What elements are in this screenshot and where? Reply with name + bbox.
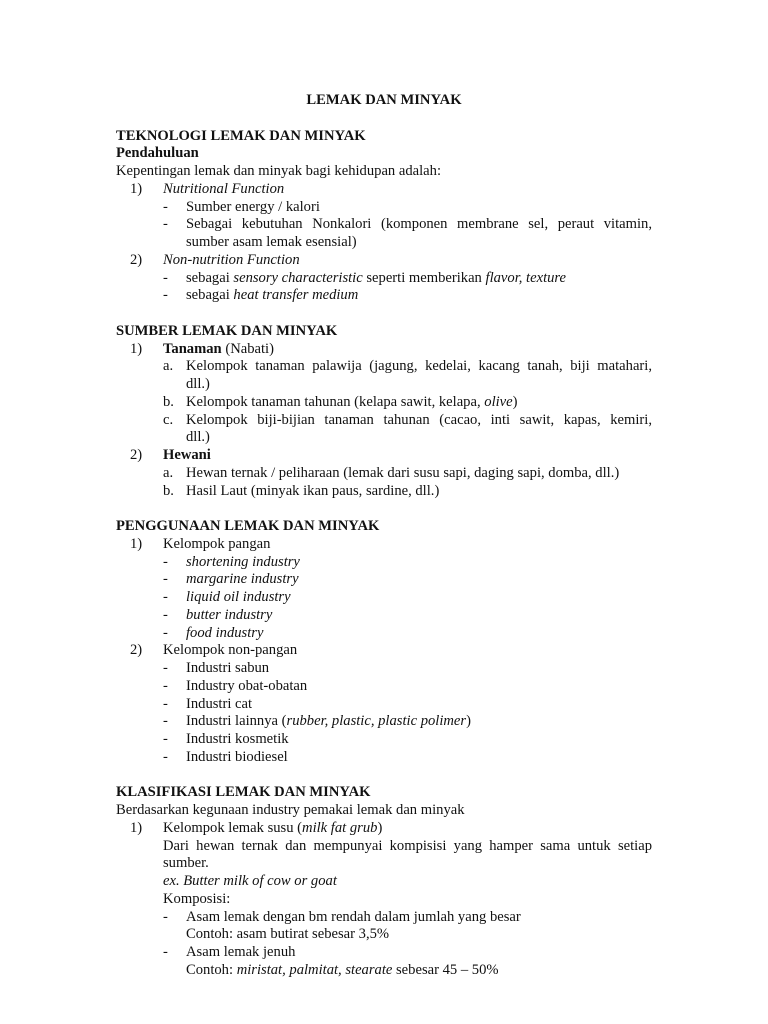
bold-text: Tanaman [163, 340, 222, 357]
italic-text: shortening industry [186, 553, 300, 570]
list-marker: 1) [130, 535, 143, 552]
section-heading [116, 784, 652, 802]
italic-text: ex. Butter milk of cow or goat [163, 873, 337, 889]
line-text [163, 642, 652, 660]
line-text [186, 589, 652, 607]
italic-text: liquid oil industry [186, 589, 291, 605]
numbered-item [116, 447, 652, 465]
list-item [116, 554, 652, 572]
italic-text: miristat, palmitat, stearate [236, 961, 393, 978]
italic-text: butter industry [186, 606, 273, 623]
list-item [116, 270, 652, 288]
line-text [186, 234, 652, 252]
text-run: Contoh: [186, 961, 237, 978]
line-text [186, 199, 652, 217]
line-text [116, 802, 652, 820]
continuation-line [116, 429, 652, 447]
line-text [186, 944, 652, 962]
text-run: Asam lemak jenuh [186, 944, 296, 960]
list-marker: - [163, 269, 168, 286]
line-text [186, 394, 652, 412]
blank-line [116, 305, 652, 323]
list-item [116, 465, 652, 483]
italic-text: rubber, plastic, plastic polimer [286, 713, 467, 730]
line-text [186, 607, 652, 625]
continuation-line [116, 234, 652, 252]
line-text [163, 252, 652, 270]
line-text [163, 820, 652, 838]
text-run: (Nabati) [221, 340, 274, 357]
line-text [186, 287, 652, 305]
text-run: Industri sabun [186, 660, 270, 676]
paragraph-line [116, 163, 652, 181]
text-run: Industry obat-obatan [186, 677, 308, 694]
line-text [186, 678, 652, 696]
list-marker: - [163, 624, 168, 641]
numbered-item [116, 642, 652, 660]
section-heading [116, 145, 652, 163]
list-marker: 2) [130, 642, 143, 659]
text-run: Kepentingan lemak dan minyak bagi kehidupan adalah: [116, 163, 442, 179]
list-marker: - [163, 748, 168, 765]
text-run: KLASIFIKASI LEMAK DAN MINYAK [116, 784, 371, 801]
list-item [116, 713, 652, 731]
text-run: sebesar 45 – 50% [392, 961, 499, 978]
list-marker: b. [163, 482, 174, 499]
continuation-line [116, 873, 652, 891]
line-text [186, 554, 652, 572]
line-text [116, 518, 379, 534]
italic-text: milk fat grub [302, 819, 378, 836]
italic-text: food industry [186, 624, 264, 641]
list-marker: 2) [130, 447, 143, 463]
text-run: ) [377, 819, 383, 836]
numbered-item [116, 536, 652, 554]
text-run: Kelompok non-pangan [163, 642, 298, 659]
text-run: Kelompok lemak susu ( [163, 819, 303, 836]
text-run: sumber. [163, 855, 209, 872]
text-run: sebagai [186, 269, 234, 286]
text-run: Hewan ternak / peliharaan (lemak dari susu sapi, daging sapi, domba, dll.) [186, 464, 620, 481]
list-marker: - [163, 571, 168, 588]
list-marker: - [163, 695, 168, 712]
list-item [116, 216, 652, 234]
section-heading [116, 323, 652, 341]
text-run: Berdasarkan kegunaan industry pemakai lemak dan minyak [116, 802, 465, 818]
line-text [186, 696, 652, 714]
continuation-line [116, 926, 652, 944]
list-marker: - [163, 216, 168, 233]
text-run: Asam lemak dengan bm rendah dalam jumlah yang besar [186, 908, 521, 925]
line-text [186, 713, 652, 731]
text-run: Contoh: asam butirat sebesar 3,5% [186, 926, 390, 943]
list-item [116, 696, 652, 714]
blank-line [116, 110, 652, 128]
text-run: Industri lainnya ( [186, 713, 287, 730]
italic-text: flavor, texture [485, 269, 567, 286]
line-text [186, 465, 652, 483]
line-text [186, 625, 652, 643]
line-text [116, 163, 652, 181]
numbered-item [116, 181, 652, 199]
text-run: Dari hewan ternak dan mempunyai kompisisi yang hamper sama untuk setiap [163, 837, 652, 854]
italic-text: margarine industry [186, 571, 299, 588]
paragraph-line [116, 802, 652, 820]
list-marker: 2) [130, 251, 143, 268]
text-run: Hasil Laut (minyak ikan paus, sardine, dll.) [186, 482, 440, 499]
blank-line [116, 767, 652, 785]
list-item [116, 944, 652, 962]
list-item [116, 483, 652, 501]
text-run: ) [466, 713, 471, 730]
line-text [186, 376, 652, 394]
list-item [116, 625, 652, 643]
list-item [116, 394, 652, 412]
list-item [116, 909, 652, 927]
line-text [186, 412, 652, 430]
line-text [116, 128, 366, 144]
list-item [116, 749, 652, 767]
text-run: TEKNOLOGI LEMAK DAN MINYAK [116, 127, 366, 144]
text-run: dll.) [186, 429, 210, 446]
line-text [163, 891, 652, 909]
list-item [116, 412, 652, 430]
list-item [116, 660, 652, 678]
continuation-line [116, 962, 652, 980]
text-run: ) [512, 393, 518, 410]
line-text [163, 873, 652, 891]
continuation-line [116, 855, 652, 873]
text-run: SUMBER LEMAK DAN MINYAK [116, 322, 338, 339]
italic-text: Non-nutrition Function [163, 251, 300, 268]
list-marker: - [163, 606, 168, 623]
text-run: sebagai [186, 287, 234, 304]
text-run: Kelompok tanaman tahunan (kelapa sawit, kelapa, [186, 393, 485, 410]
blank-line [116, 500, 652, 518]
section-heading [116, 518, 652, 536]
line-text [116, 323, 337, 339]
line-text [163, 181, 652, 199]
line-text [186, 483, 652, 501]
list-marker: - [163, 713, 168, 730]
list-marker: - [163, 660, 168, 676]
text-run: Kelompok tanaman palawija (jagung, kedelai, kacang tanah, biji matahari, [186, 358, 652, 375]
list-item [116, 607, 652, 625]
list-marker: - [163, 589, 168, 605]
line-text [116, 145, 199, 161]
line-text [186, 270, 652, 288]
line-text [116, 784, 370, 800]
text-run: Industri kosmetik [186, 731, 289, 747]
list-marker: 1) [130, 180, 143, 197]
list-item [116, 678, 652, 696]
list-item [116, 731, 652, 749]
list-item [116, 358, 652, 376]
numbered-item [116, 341, 652, 359]
document-page [116, 92, 652, 980]
text-run: Kelompok biji-bijian tanaman tahunan (cacao, inti sawit, kapas, kemiri, [186, 411, 652, 428]
line-text [186, 731, 652, 749]
list-item [116, 287, 652, 305]
text-run: Sumber energy / kalori [186, 198, 320, 215]
line-text [163, 536, 652, 554]
line-text [186, 216, 652, 234]
numbered-item [116, 820, 652, 838]
list-marker: - [163, 908, 168, 925]
list-item [116, 199, 652, 217]
text-run: Komposisi: [163, 890, 231, 907]
continuation-line [116, 891, 652, 909]
line-text [306, 92, 461, 108]
list-item [116, 571, 652, 589]
line-text [163, 855, 652, 873]
line-text [163, 838, 652, 856]
italic-text: Nutritional Function [163, 180, 285, 197]
list-marker: 1) [130, 340, 143, 357]
document-title [116, 92, 652, 110]
list-marker: b. [163, 393, 174, 410]
list-marker: - [163, 198, 168, 215]
italic-text: olive [484, 393, 513, 410]
text-run: Industri biodiesel [186, 748, 288, 765]
continuation-line [116, 838, 652, 856]
continuation-line [116, 376, 652, 394]
list-marker: c. [163, 411, 174, 428]
line-text [186, 358, 652, 376]
list-marker: a. [163, 358, 174, 375]
text-run: Pendahuluan [116, 145, 199, 162]
line-text [186, 926, 652, 944]
text-run: dll.) [186, 376, 210, 392]
line-text [186, 571, 652, 589]
section-heading [116, 128, 652, 146]
text-run: Industri cat [186, 695, 253, 712]
numbered-item [116, 252, 652, 270]
text-run: Sebagai kebutuhan Nonkalori (komponen membrane sel, peraut vitamin, [186, 216, 652, 233]
text-run: PENGGUNAAN LEMAK DAN MINYAK [116, 518, 380, 534]
list-marker: - [163, 553, 168, 570]
text-run: LEMAK DAN MINYAK [306, 92, 462, 108]
line-text [163, 341, 652, 359]
list-marker: - [163, 287, 168, 304]
text-run: seperti memberikan [362, 269, 486, 286]
line-text [186, 660, 652, 678]
list-marker: - [163, 731, 168, 747]
italic-text: heat transfer medium [233, 287, 359, 304]
line-text [163, 447, 652, 465]
list-marker: a. [163, 464, 174, 481]
text-run: Kelompok pangan [163, 535, 271, 552]
list-item [116, 589, 652, 607]
line-text [186, 429, 652, 447]
italic-text: sensory characteristic [233, 269, 363, 286]
line-text [186, 962, 652, 980]
list-marker: - [163, 677, 168, 694]
line-text [186, 909, 652, 927]
bold-text: Hewani [163, 447, 211, 463]
text-run: sumber asam lemak esensial) [186, 234, 357, 250]
list-marker: 1) [130, 819, 143, 836]
list-marker: - [163, 944, 168, 960]
line-text [186, 749, 652, 767]
